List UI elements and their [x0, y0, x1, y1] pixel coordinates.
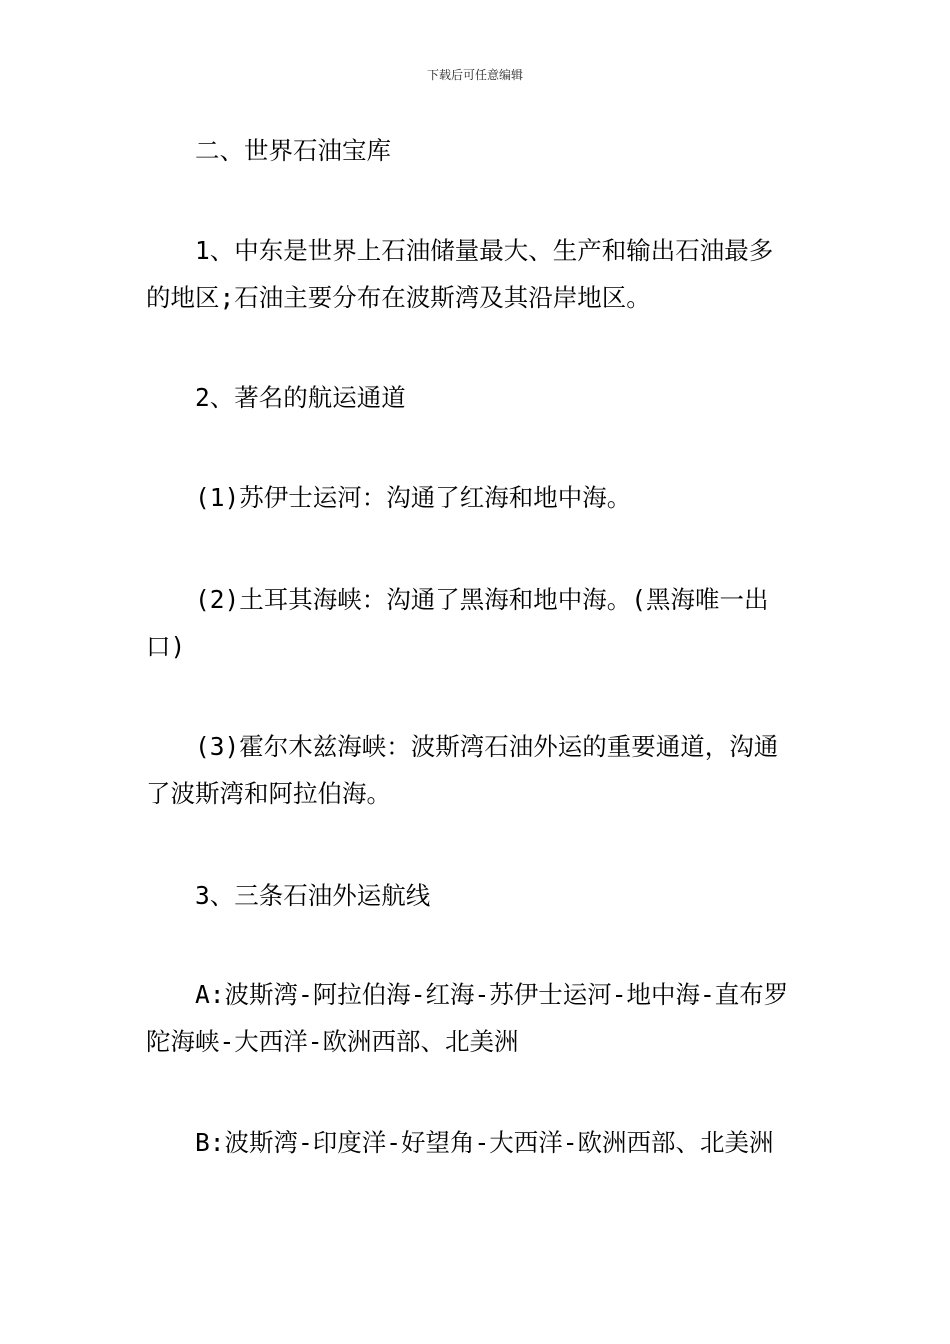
paragraph-line: 口)	[146, 632, 186, 661]
page-header: 下载后可任意编辑	[426, 68, 523, 82]
paragraph-line: (2)土耳其海峡：沟通了黑海和地中海。(黑海唯一出	[195, 585, 769, 614]
paragraph-line: 1、中东是世界上石油储量最大、生产和输出石油最多	[195, 236, 774, 265]
paragraph-line: A:波斯湾-阿拉伯海-红海-苏伊士运河-地中海-直布罗	[195, 980, 789, 1009]
section-title	[146, 127, 810, 174]
paragraph-line: (3)霍尔木兹海峡：波斯湾石油外运的重要通道，沟通	[195, 732, 779, 761]
paragraph-turkish-straits	[146, 576, 810, 670]
paragraph-middle-east-oil	[146, 227, 810, 321]
paragraph-line: 2、著名的航运通道	[195, 383, 406, 412]
paragraph-route-a	[146, 971, 810, 1065]
paragraph-line: 3、三条石油外运航线	[195, 881, 431, 910]
paragraph-route-b	[146, 1119, 810, 1166]
subheading-export-routes	[146, 872, 810, 919]
subheading-shipping-channels	[146, 374, 810, 421]
paragraph-line: B:波斯湾-印度洋-好望角-大西洋-欧洲西部、北美洲	[195, 1128, 774, 1157]
paragraph-line: 二、世界石油宝库	[195, 136, 391, 165]
paragraph-line: 陀海峡-大西洋-欧洲西部、北美洲	[146, 1027, 519, 1056]
paragraph-line: (1)苏伊士运河：沟通了红海和地中海。	[195, 483, 632, 512]
paragraph-hormuz-strait	[146, 723, 810, 817]
paragraph-suez-canal	[146, 474, 810, 521]
paragraph-line: 的地区;石油主要分布在波斯湾及其沿岸地区。	[146, 283, 651, 312]
paragraph-line: 了波斯湾和阿拉伯海。	[146, 779, 391, 808]
